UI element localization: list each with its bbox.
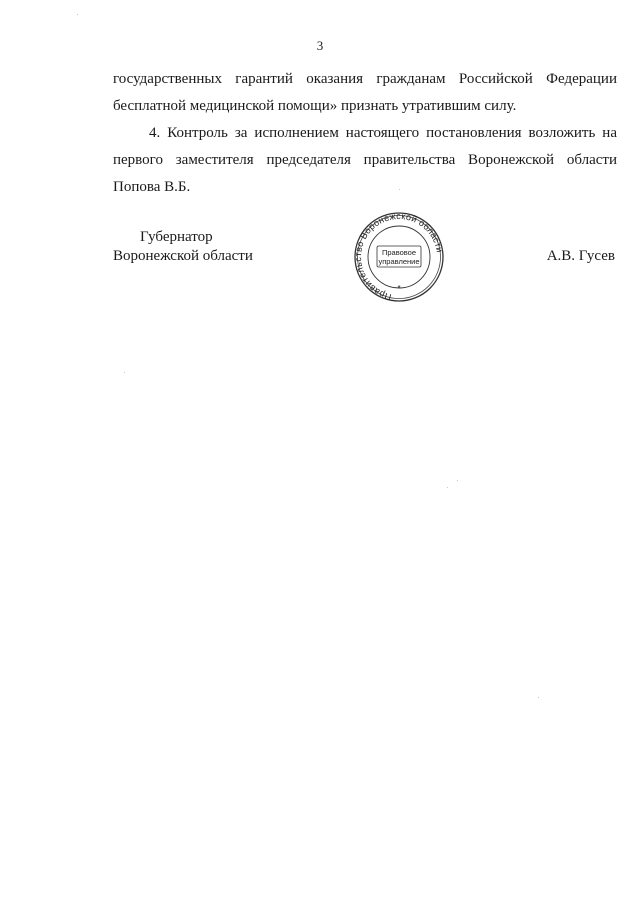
signatory-title-line1: Губернатор <box>140 229 213 245</box>
seal-inner-line2: управление <box>378 257 420 266</box>
seal-star: * <box>397 284 401 293</box>
seal-icon <box>354 212 444 302</box>
paragraph-item-4: 4. Контроль за исполнением настоящего постановления возложить на первого заместителя председателя правительства Воронежской области Попова В.Б. <box>113 125 617 195</box>
page-number: 3 <box>316 38 324 53</box>
scan-speck <box>538 697 539 698</box>
official-seal-stamp <box>354 212 444 302</box>
scan-speck <box>399 189 400 190</box>
signatory-title <box>113 228 253 266</box>
seal-inner-line1: Правовое <box>381 248 417 257</box>
paragraph-continuation: государственных гарантий оказания гражданам Российской Федерации бесплатной медицинской помощи» признать утратившим силу. <box>113 71 617 114</box>
scan-speck <box>457 480 458 481</box>
signatory-title-line2: Воронежской области <box>113 248 253 264</box>
seal-outer-text: Правитель во Воронежской области <box>354 212 444 302</box>
scan-speck <box>77 14 78 15</box>
scan-speck <box>124 372 125 373</box>
scan-speck <box>447 487 448 488</box>
signatory-name: А.В. Гусев <box>546 248 615 264</box>
